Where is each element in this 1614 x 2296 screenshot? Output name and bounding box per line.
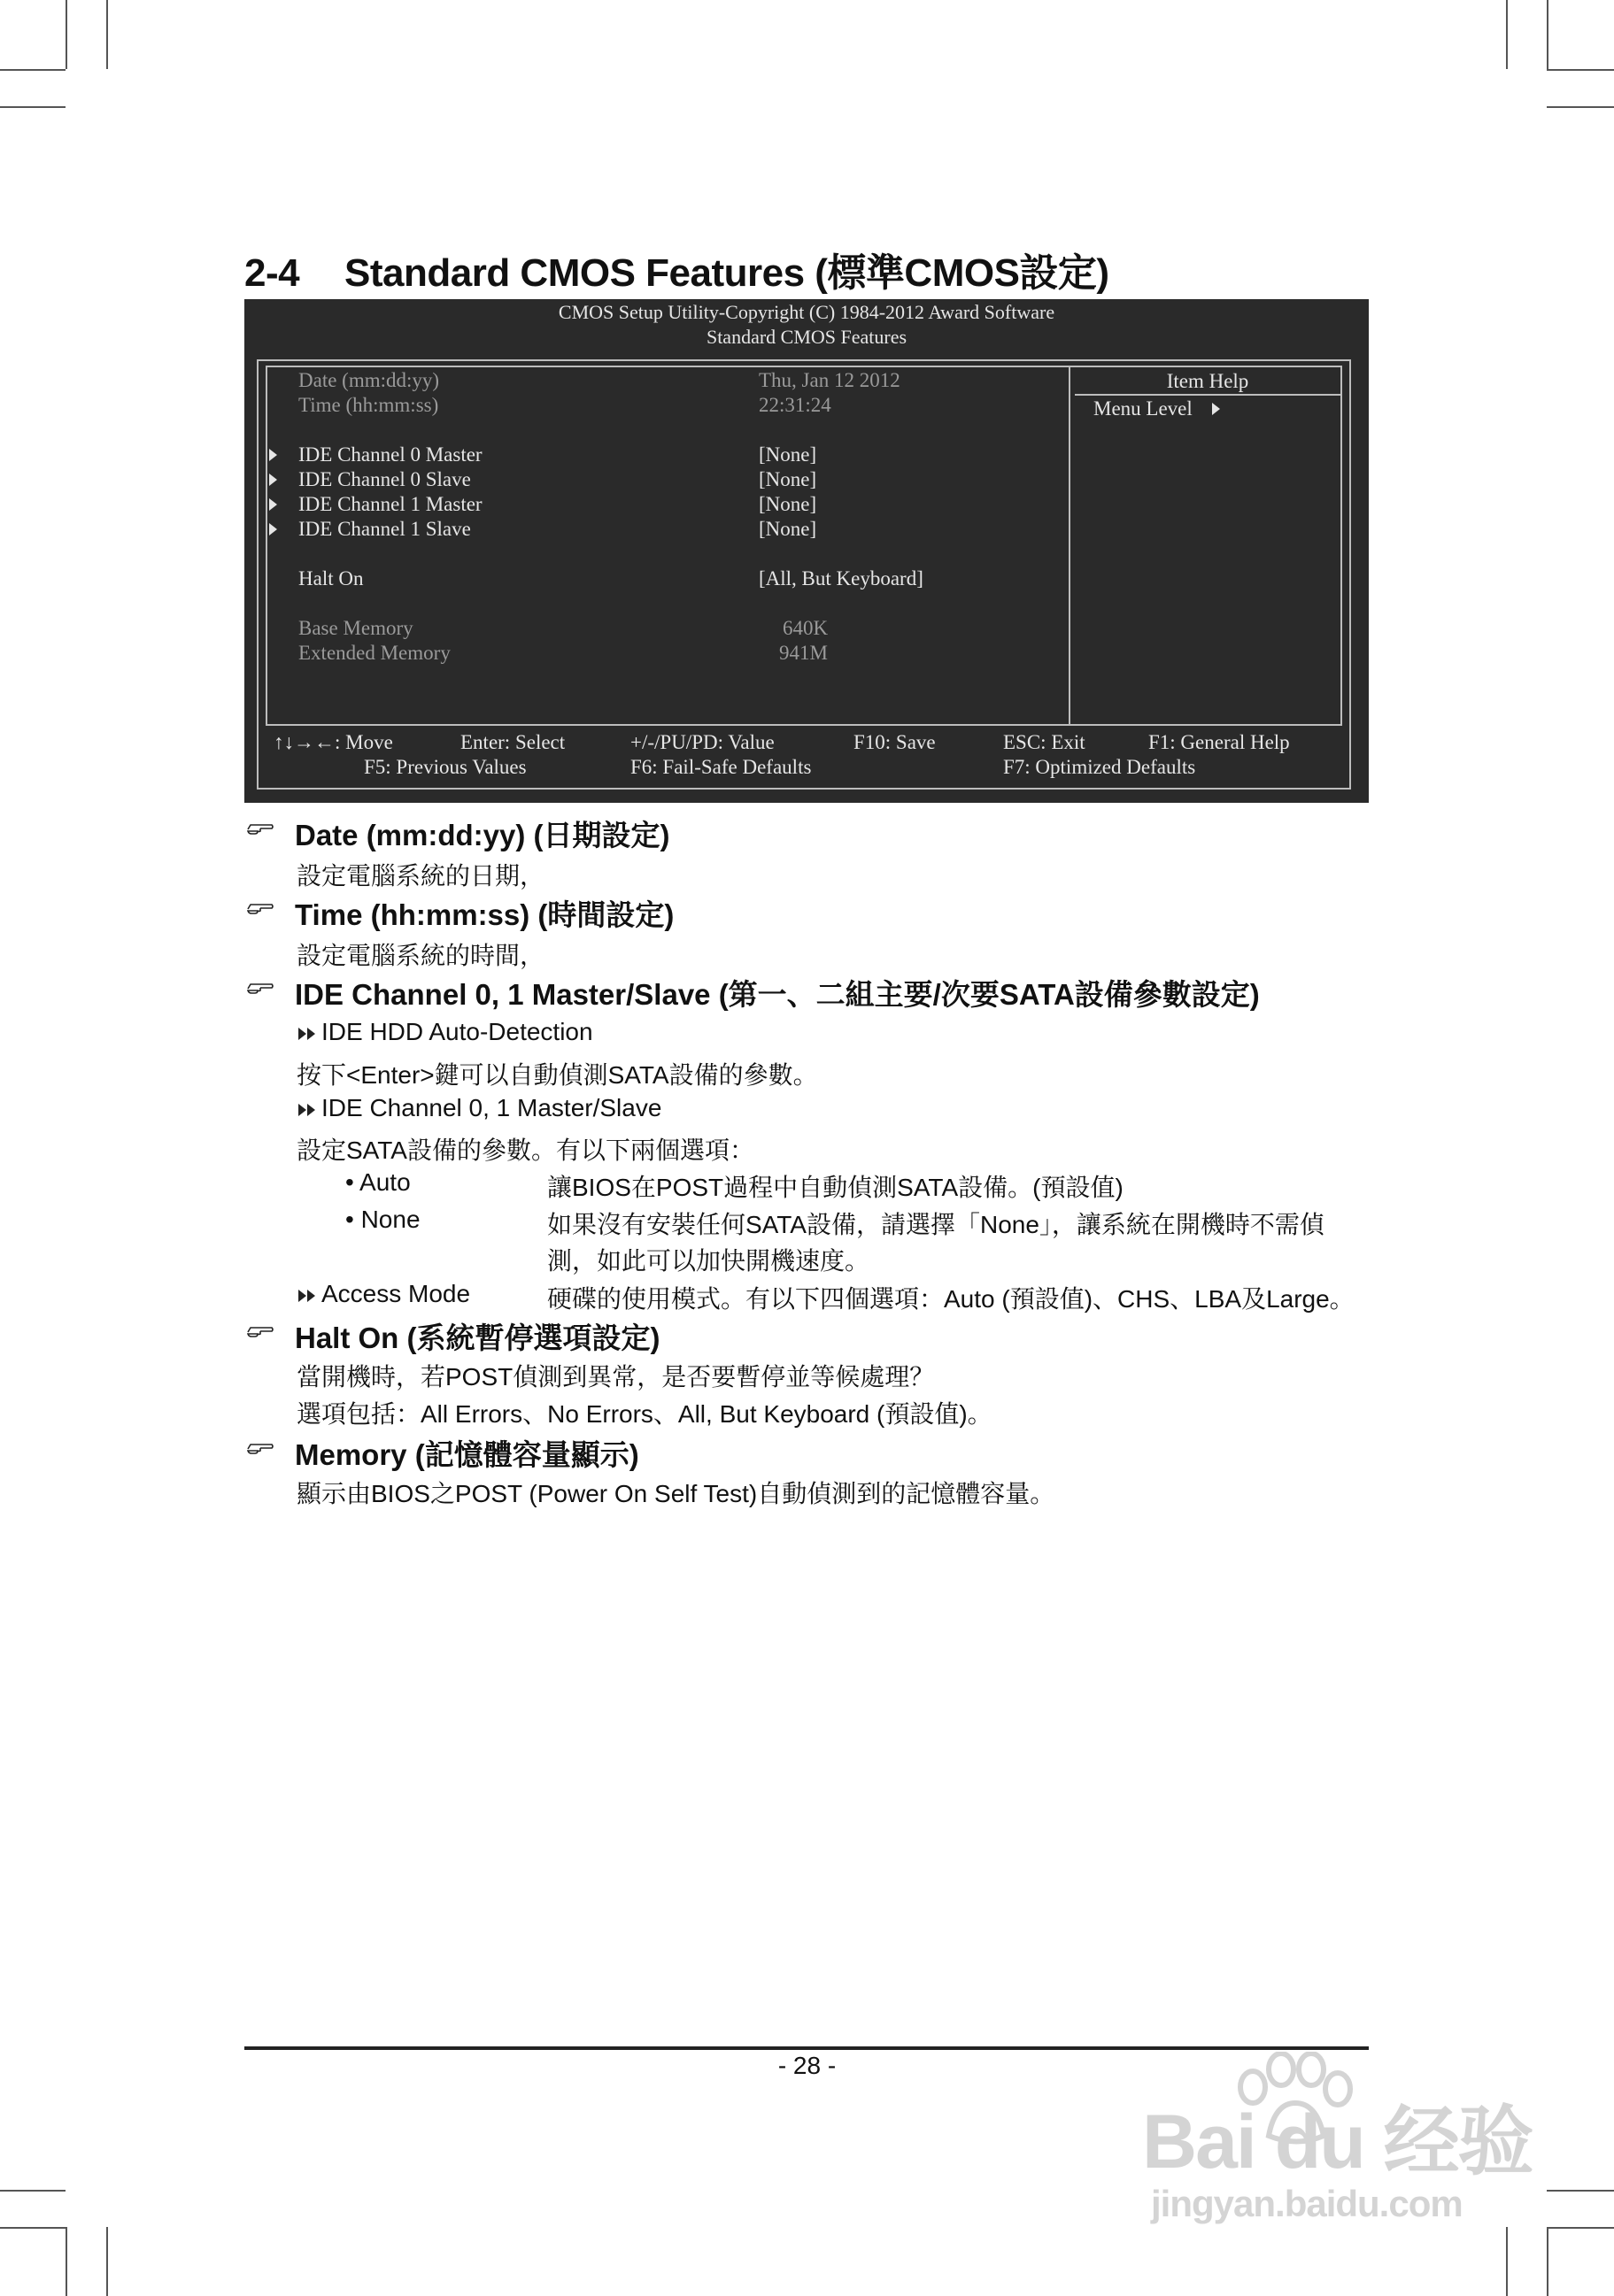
crop-mark bbox=[0, 2227, 66, 2229]
desc-halt-on-2: 選項包括：All Errors、No Errors、All, But Keyboard (預設值)。 bbox=[297, 1400, 992, 1428]
bios-row-label: Extended Memory bbox=[298, 642, 451, 664]
bios-row-label: Halt On bbox=[298, 567, 364, 589]
crop-mark bbox=[1506, 0, 1508, 69]
help-menu-level bbox=[1093, 397, 1220, 420]
crop-mark bbox=[0, 2190, 66, 2192]
key-select: Enter: Select bbox=[460, 731, 566, 753]
desc-halt-on-1: 當開機時，若POST偵測到異常，是否要暫停並等候處理？ bbox=[297, 1363, 935, 1391]
item-help-divider bbox=[1075, 394, 1340, 396]
desc-access-mode: 硬碟的使用模式。有以下四個選項：Auto (預設值)、CHS、LBA及Large。 bbox=[547, 1285, 1355, 1313]
bios-row-label: IDE Channel 1 Master bbox=[298, 493, 483, 515]
menu-level-label: Menu Level bbox=[1093, 397, 1193, 420]
key-fail-safe: F6: Fail-Safe Defaults bbox=[630, 756, 812, 778]
key-save: F10: Save bbox=[853, 731, 936, 753]
desc-memory: 顯示由BIOS之POST (Power On Self Test)自動偵測到的記憶體容量。 bbox=[297, 1480, 1055, 1507]
bios-divider bbox=[1069, 367, 1070, 724]
menu-level-arrow-icon bbox=[1212, 403, 1220, 415]
desc-date: 設定電腦系統的日期， bbox=[297, 862, 545, 890]
submenu-arrow-icon bbox=[269, 523, 277, 535]
pointing-hand-icon bbox=[247, 900, 274, 918]
key-general-help: F1: General Help bbox=[1148, 731, 1290, 753]
crop-mark bbox=[106, 0, 108, 69]
sub-title: Access Mode bbox=[321, 1280, 471, 1307]
sub-ide-channel-master-slave bbox=[297, 1094, 661, 1122]
footer-rule bbox=[244, 2046, 1369, 2050]
bios-row-label: Time (hh:mm:ss) bbox=[298, 394, 439, 416]
crop-mark bbox=[1547, 69, 1614, 71]
section-title: Standard CMOS Features (標準CMOS設定) bbox=[344, 251, 1109, 295]
pointing-hand-icon bbox=[247, 821, 274, 838]
heading-time: Time (hh:mm:ss) (時間設定) bbox=[295, 898, 675, 931]
crop-mark bbox=[1547, 2227, 1548, 2296]
bios-row-label: IDE Channel 0 Master bbox=[298, 443, 483, 466]
sub-title: IDE Channel 0, 1 Master/Slave bbox=[321, 1094, 662, 1121]
section-number: 2-4 bbox=[244, 251, 300, 295]
submenu-arrow-icon bbox=[269, 474, 277, 486]
section-heading bbox=[244, 241, 1109, 297]
bios-row-label: Base Memory bbox=[298, 617, 413, 639]
option-none-desc-1: 如果沒有安裝任何SATA設備，請選擇「None」，讓系統在開機時不需偵 bbox=[547, 1211, 1324, 1238]
crop-mark bbox=[66, 2227, 67, 2296]
key-move: ↑↓→←: Move bbox=[274, 731, 393, 753]
baidu-watermark bbox=[1142, 2052, 1533, 2242]
bios-row-label: IDE Channel 1 Slave bbox=[298, 518, 471, 540]
double-arrow-icon bbox=[297, 1025, 318, 1043]
bios-settings-panel bbox=[266, 366, 1342, 726]
key-previous-values: F5: Previous Values bbox=[364, 756, 527, 778]
key-value: +/-/PU/PD: Value bbox=[630, 731, 775, 753]
option-none-desc-2: 測，如此可以加快開機速度。 bbox=[547, 1247, 870, 1275]
sub-access-mode bbox=[297, 1280, 470, 1308]
crop-mark bbox=[0, 106, 66, 108]
heading-memory: Memory (記憶體容量顯示) bbox=[295, 1438, 639, 1471]
desc-ide-hdd-auto-detection: 按下<Enter>鍵可以自動偵測SATA設備的參數。 bbox=[297, 1061, 818, 1089]
heading-date: Date (mm:dd:yy) (日期設定) bbox=[295, 819, 670, 851]
key-exit: ESC: Exit bbox=[1003, 731, 1085, 753]
bios-row-value: Thu, Jan 12 2012 bbox=[759, 369, 900, 391]
desc-time: 設定電腦系統的時間， bbox=[297, 942, 545, 969]
desc-ide-channel-master-slave: 設定SATA設備的參數。有以下兩個選項： bbox=[297, 1136, 754, 1164]
crop-mark bbox=[1547, 0, 1548, 69]
pointing-hand-icon bbox=[247, 1323, 274, 1341]
bios-row-value: [None] bbox=[759, 468, 817, 490]
bios-row-value: [All, But Keyboard] bbox=[759, 567, 923, 589]
bios-row-value: 941M bbox=[779, 642, 828, 664]
submenu-arrow-icon bbox=[269, 449, 277, 461]
crop-mark bbox=[1547, 2190, 1614, 2192]
watermark-logo-text: Bai du 经验 bbox=[1142, 2100, 1533, 2184]
sub-title: IDE HDD Auto-Detection bbox=[321, 1018, 593, 1045]
bios-row-value: [None] bbox=[759, 443, 817, 466]
watermark-url: jingyan.baidu.com bbox=[1151, 2183, 1463, 2224]
page-number: - 28 - bbox=[777, 2052, 837, 2079]
item-help-title: Item Help bbox=[1166, 370, 1249, 392]
bios-frame bbox=[257, 359, 1351, 790]
option-none-label: • None bbox=[345, 1206, 421, 1233]
bios-row-value: [None] bbox=[759, 493, 817, 515]
bios-row-label: Date (mm:dd:yy) bbox=[298, 369, 440, 391]
submenu-arrow-icon bbox=[269, 498, 277, 511]
key-optimized: F7: Optimized Defaults bbox=[1003, 756, 1196, 778]
bios-header-title: CMOS Setup Utility-Copyright (C) 1984-2012 Award Software bbox=[558, 301, 1055, 323]
bios-row-label: IDE Channel 0 Slave bbox=[298, 468, 471, 490]
crop-mark bbox=[106, 2227, 108, 2296]
pointing-hand-icon bbox=[247, 980, 274, 998]
pointing-hand-icon bbox=[247, 1440, 274, 1458]
double-arrow-icon bbox=[297, 1287, 318, 1305]
bios-screen bbox=[244, 299, 1369, 803]
double-arrow-icon bbox=[297, 1101, 318, 1119]
crop-mark bbox=[1547, 2227, 1614, 2229]
heading-ide-channel: IDE Channel 0, 1 Master/Slave (第一、二組主要/次要SATA設備參數設定) bbox=[295, 978, 1260, 1011]
bios-row-value: 640K bbox=[783, 617, 829, 639]
bios-row-value: 22:31:24 bbox=[759, 394, 831, 416]
bios-header-subtitle: Standard CMOS Features bbox=[706, 326, 907, 348]
option-auto-label: • Auto bbox=[345, 1168, 411, 1196]
crop-mark bbox=[1547, 106, 1614, 108]
crop-mark bbox=[66, 0, 67, 69]
heading-halt-on: Halt On (系統暫停選項設定) bbox=[295, 1321, 660, 1354]
option-auto-desc: 讓BIOS在POST過程中自動偵測SATA設備。(預設值) bbox=[547, 1174, 1124, 1201]
bios-row-value: [None] bbox=[759, 518, 817, 540]
sub-ide-hdd-auto-detection bbox=[297, 1018, 593, 1046]
crop-mark bbox=[0, 69, 66, 71]
